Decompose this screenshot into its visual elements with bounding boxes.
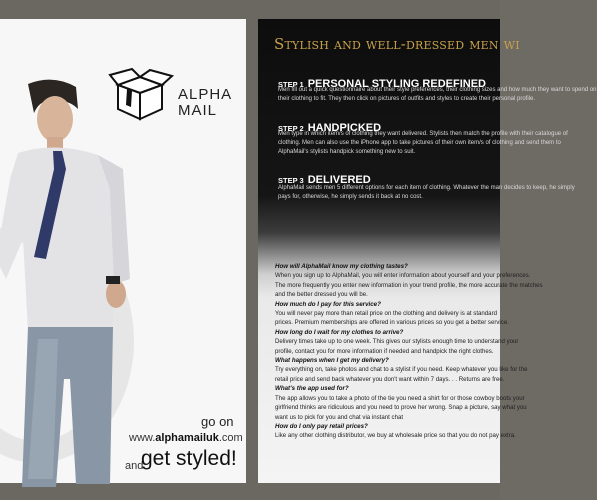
headline: Stylish and well-dressed men wi [274, 35, 520, 53]
faq-question: How do I only pay retail prices? [275, 422, 368, 430]
faq-answer-line: When you sign up to AlphaMail, you will enter information about yourself and your preferences. [275, 272, 531, 280]
left-panel [0, 19, 246, 483]
step-3-description [278, 184, 575, 202]
cta-website-link[interactable] [129, 432, 243, 444]
faq-answer-line: Try everything on, take photos and chat to a stylist if you need. Keep whatever you like for the [275, 366, 528, 374]
step-2-title: HANDPICKED [307, 122, 382, 134]
logo-line-2: MAIL [178, 102, 218, 119]
step-2-description [278, 130, 568, 157]
faq-question: How long do I wait for my clothes to arrive? [275, 328, 404, 336]
faq-answer-line: The app allows you to take a photo of the tie you need a shirt for or those cowboy boots your [275, 394, 525, 402]
cta-get-styled: get styled! [141, 447, 237, 470]
step-1-title: PERSONAL STYLING REDEFINED [307, 78, 486, 90]
step-2-desc-line: AlphaMail's stylists handpick something new to suit. [278, 149, 416, 155]
step-2-label: STEP 2 [278, 124, 304, 133]
step-2-desc-line: Men type in which item/s of clothing they want delivered. Stylists then match the profile with their catalogue of [278, 131, 568, 137]
faq-answer-line: and the better dressed you will be. [275, 291, 368, 299]
male-model-photo [0, 79, 148, 497]
faq-answer-line: The more frequently you enter new information in your trend profile, the more accurate the matches [275, 281, 543, 289]
logo-wordmark [178, 87, 248, 119]
faq-answer-line: girlfriend thinks are ridiculous and you need to prove her wrong. Snap a picture, say what you [275, 404, 527, 412]
right-panel [258, 19, 597, 483]
faq-answer-line: Delivery times take up to one week. This gives our stylists enough time to understand your [275, 338, 519, 346]
step-3-label: STEP 3 [278, 176, 304, 185]
step-1-desc-line: their clothing to fit. They then click on pictures of outfits and styles to create their personal profile. [278, 96, 536, 102]
cta-and: and [125, 460, 144, 472]
faq-answer-line: Like any other clothing distributor, we buy at wholesale price so that you do not pay extra. [275, 432, 516, 440]
faq-answer-line: retail price and send back whatever you don't want within 7 days. . . Returns are free. [275, 375, 505, 383]
faq-question: What happens when I get my delivery? [275, 357, 389, 365]
faq-answer-line: want us to pick for you and chat via instant chat [275, 413, 404, 421]
step-2-desc-line: clothing. Men can also use the iPhone app to take pictures of their own item/s of clothing and send them to [278, 140, 561, 146]
faq-answer-line: You will never pay more than retail price on the clothing and delivery is at standard [275, 310, 497, 318]
cta-go-on: go on [201, 414, 234, 429]
logo-line-1: ALPHA [178, 86, 233, 103]
step-3-title: DELIVERED [307, 174, 371, 186]
faq-answer-line: profile, contact you for more information if needed and handpick the right clothes. [275, 347, 494, 355]
faq-question: How much do I pay for this service? [275, 300, 381, 308]
faq-answer-line: prices. Premium memberships are offered in various prices so you get a better service. [275, 319, 509, 327]
step-3-desc-line: pays for, otherwise, he simply sends it back at no cost. [278, 194, 423, 200]
url-suffix: .com [218, 432, 243, 444]
step-1-desc-line: Men fill out a quick questionnaire about their style preferences, their clothing sizes and how much they want to spend on [278, 87, 597, 93]
url-brand: alphamailuk [155, 432, 219, 444]
faq-question: What's the app used for? [275, 385, 349, 393]
step-1-description [278, 86, 597, 104]
faq-section [275, 262, 543, 441]
step-1-label: STEP 1 [278, 80, 304, 89]
url-prefix: www. [129, 432, 156, 444]
step-3-desc-line: AlphaMail sends men 5 different options for each item of clothing. Whatever the man decides to keep, he simply [278, 185, 575, 191]
faq-question: How will AlphaMail know my clothing tastes? [275, 263, 408, 270]
